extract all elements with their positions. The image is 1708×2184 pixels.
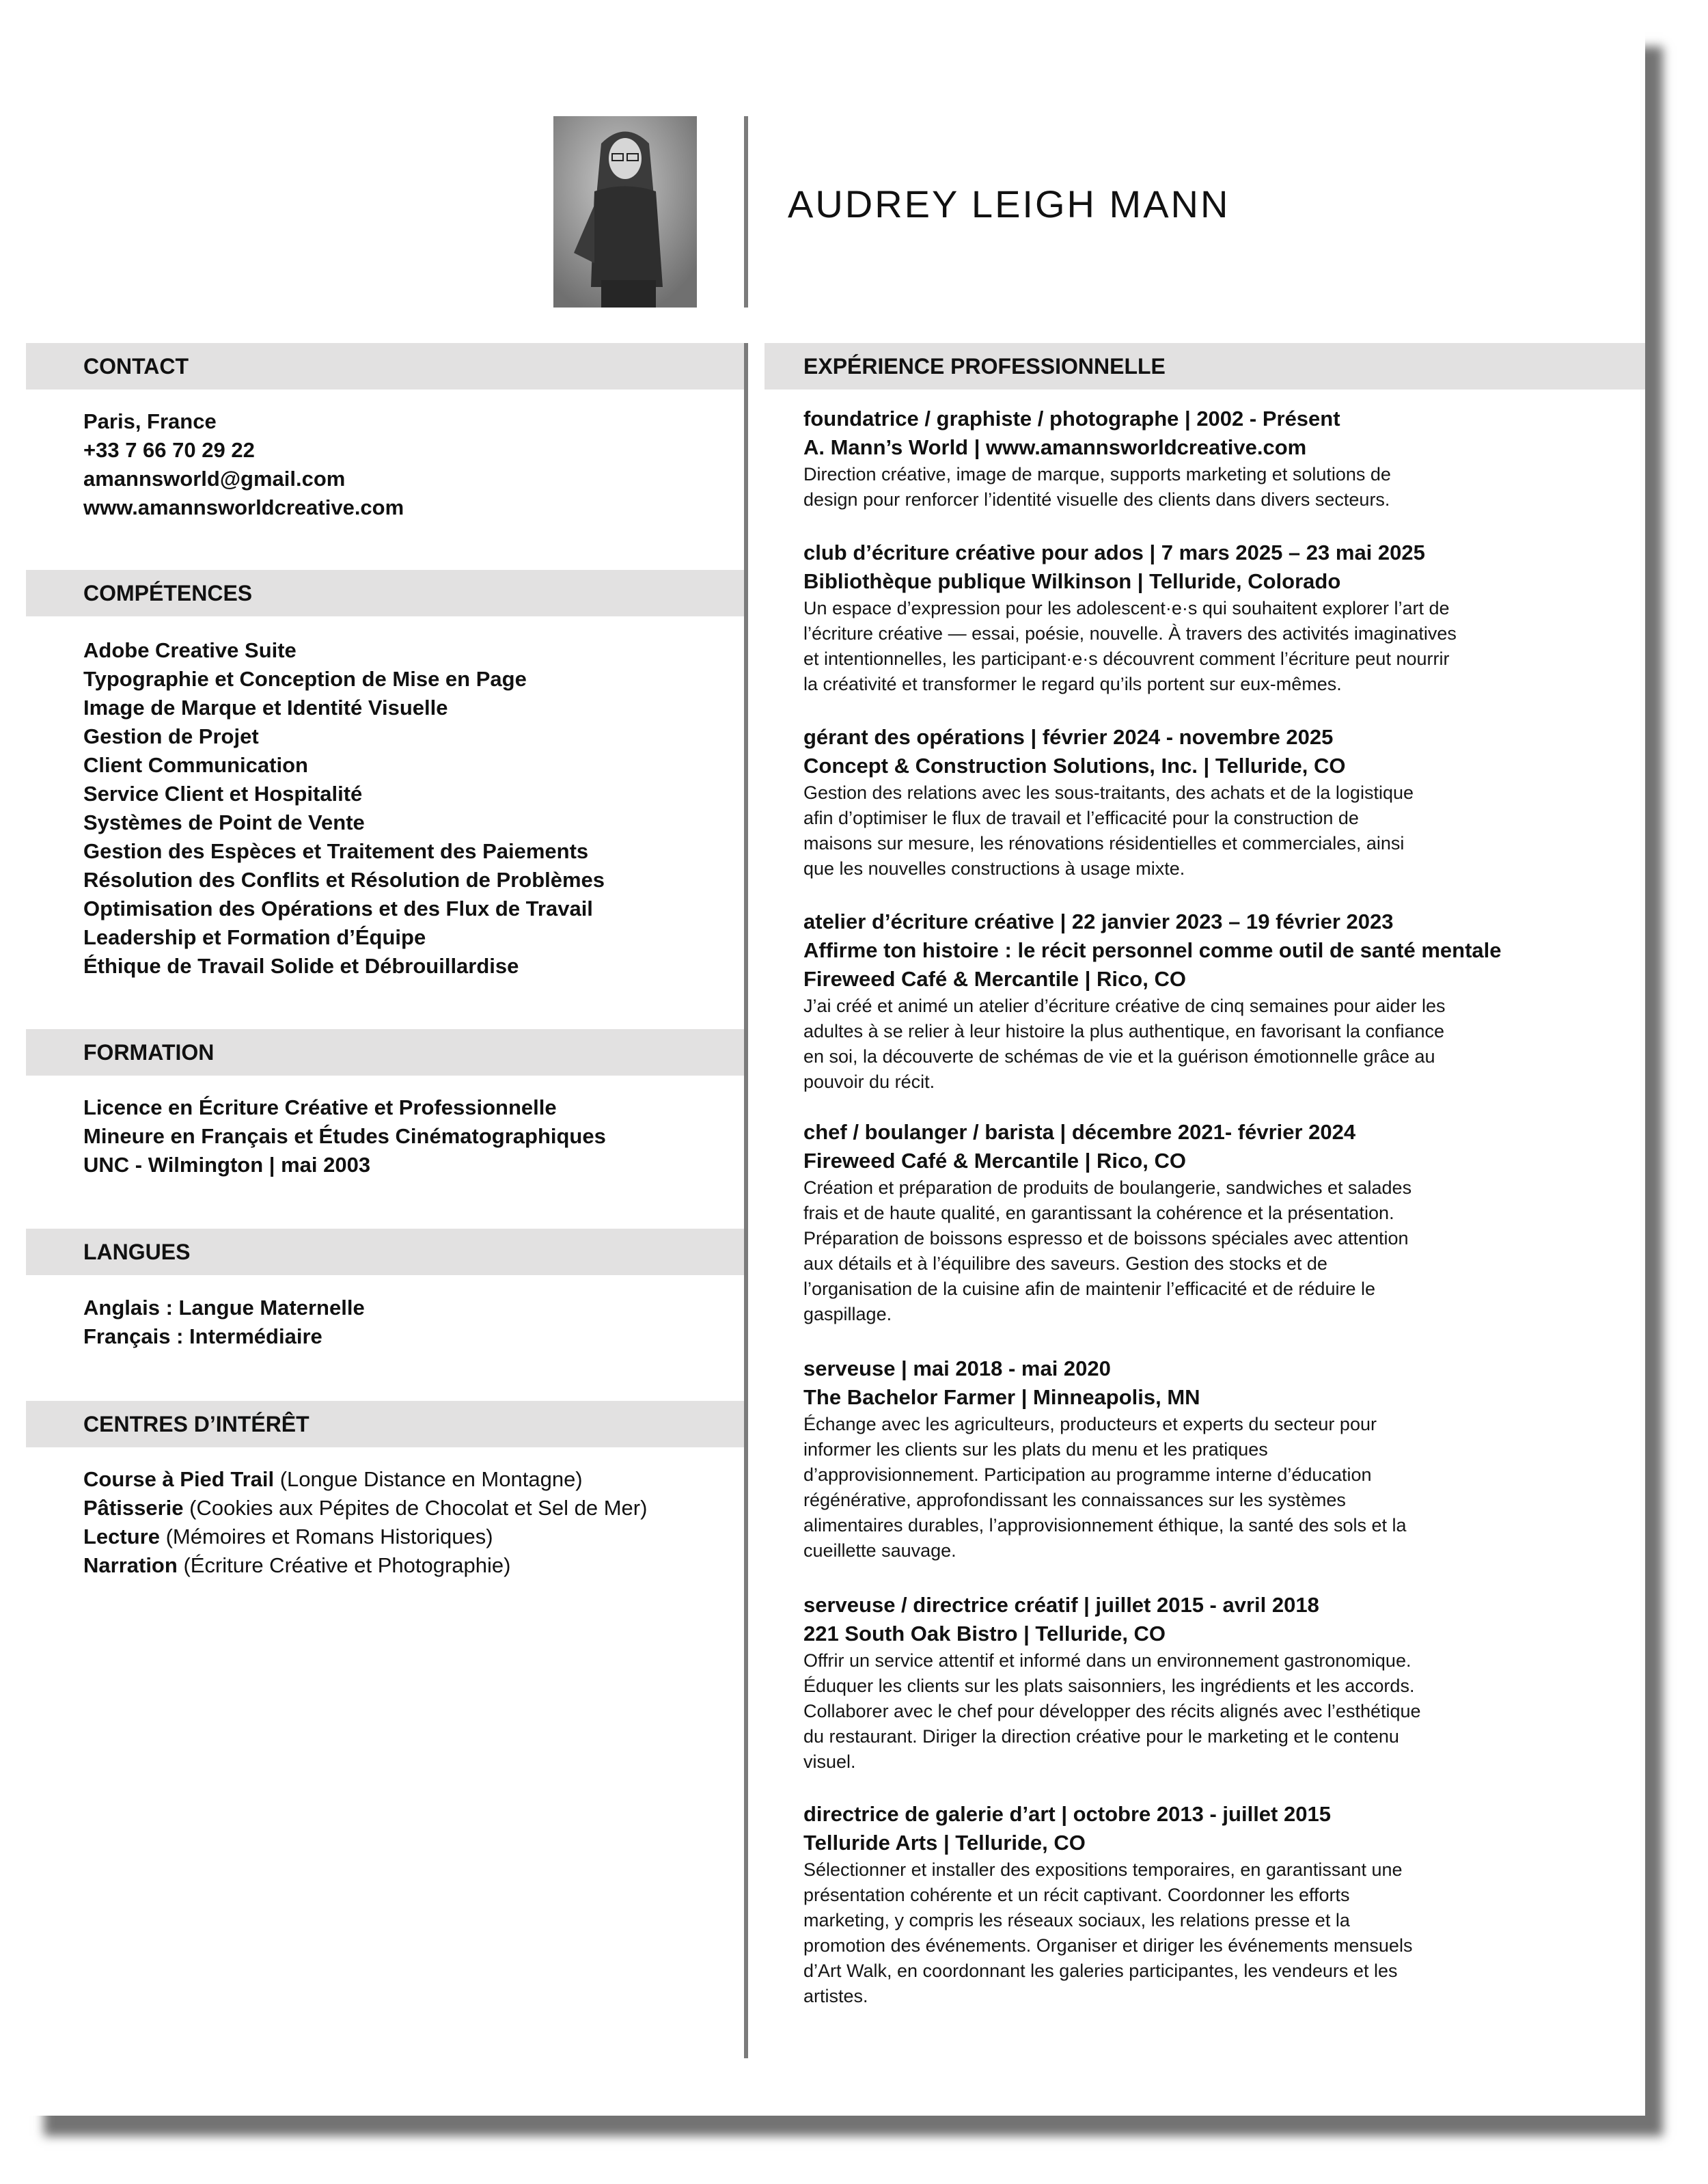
job-title: gérant des opérations | février 2024 - novembre 2025: [803, 725, 1334, 749]
interest-item: [83, 1494, 719, 1523]
language-item: Français : Intermédiaire: [83, 1324, 322, 1348]
job-employer: Fireweed Café & Mercantile | Rico, CO: [803, 967, 1186, 991]
profile-photo-figure: [553, 116, 697, 308]
skills-heading: COMPÉTENCES: [26, 570, 744, 616]
interest-detail: (Longue Distance en Montagne): [279, 1467, 583, 1491]
job-title: atelier d’écriture créative | 22 janvier 2023 – 19 février 2023: [803, 910, 1394, 933]
skill-item: Typographie et Conception de Mise en Page: [83, 667, 527, 691]
interest-detail: (Mémoires et Romans Historiques): [165, 1525, 493, 1548]
skill-item: Optimisation des Opérations et des Flux de Travail: [83, 897, 593, 920]
languages-section: [83, 1294, 719, 1351]
interest-detail: (Écriture Créative et Photographie): [183, 1553, 511, 1577]
language-item: Anglais : Langue Maternelle: [83, 1296, 365, 1320]
skill-item: Résolution des Conflits et Résolution de Problèmes: [83, 868, 605, 892]
contact-heading: CONTACT: [26, 343, 744, 390]
skills-section: [83, 636, 719, 981]
interest-name: Pâtisserie: [83, 1496, 184, 1520]
job-title: serveuse | mai 2018 - mai 2020: [803, 1356, 1111, 1380]
interest-item: [83, 1551, 719, 1580]
interests-heading: CENTRES D’INTÉRÊT: [26, 1401, 744, 1447]
job-title: club d’écriture créative pour ados | 7 mars 2025 – 23 mai 2025: [803, 541, 1425, 564]
job-subtitle: Affirme ton histoire : le récit personnel comme outil de santé mentale: [803, 938, 1502, 962]
languages-heading: LANGUES: [26, 1229, 744, 1275]
experience-heading: EXPÉRIENCE PROFESSIONNELLE: [765, 343, 1645, 390]
experience-entry: [803, 538, 1610, 697]
experience-entry: [803, 1118, 1610, 1327]
job-employer: Telluride Arts | Telluride, CO: [803, 1831, 1086, 1855]
profile-photo: [553, 116, 697, 308]
skill-item: Éthique de Travail Solide et Débrouillardise: [83, 954, 519, 978]
experience-entry: [803, 1800, 1610, 2009]
job-title: directrice de galerie d’art | octobre 2013 - juillet 2015: [803, 1802, 1331, 1826]
job-title: serveuse / directrice créatif | juillet 2015 - avril 2018: [803, 1593, 1319, 1617]
skill-item: Service Client et Hospitalité: [83, 782, 363, 806]
experience-entry: [803, 907, 1610, 1095]
job-description: Un espace d’expression pour les adolescent·e·s qui souhaitent explorer l’art de l’écriture créative — essai, poésie, nouvelle. À travers des activités imaginatives et intentionnelles, les participant·e·s découvrent comment l’écriture peut nourrir la créativité et transformer le regard qu’ils portent sur eux-mêmes.: [803, 598, 1457, 694]
job-description: Direction créative, image de marque, supports marketing et solutions de design pour renforcer l’identité visuelle des clients dans divers secteurs.: [803, 464, 1391, 510]
skill-item: Image de Marque et Identité Visuelle: [83, 696, 448, 720]
experience-entry: [803, 1591, 1610, 1775]
job-title: foundatrice / graphiste / photographe | 2002 - Présent: [803, 407, 1340, 431]
interest-item: [83, 1523, 719, 1551]
interests-section: [83, 1465, 719, 1580]
skill-item: Client Communication: [83, 753, 308, 777]
education-heading: FORMATION: [26, 1029, 744, 1076]
candidate-name: AUDREY LEIGH MANN: [788, 182, 1230, 226]
job-employer: The Bachelor Farmer | Minneapolis, MN: [803, 1385, 1200, 1409]
job-description: Offrir un service attentif et informé dans un environnement gastronomique. Éduquer les clients sur les plats saisonniers, les ingrédients et les accords. Collaborer avec le chef pour développer des récits alignés avec l’esthétique du restaurant. Diriger la direction créative pour le marketing et le contenu visuel.: [803, 1650, 1421, 1772]
contact-section: [83, 407, 719, 522]
skill-item: Gestion de Projet: [83, 724, 259, 748]
skill-item: Adobe Creative Suite: [83, 638, 297, 662]
experience-entry: [803, 405, 1610, 513]
interest-name: Narration: [83, 1553, 178, 1577]
contact-phone[interactable]: +33 7 66 70 29 22: [83, 438, 255, 462]
education-section: [83, 1093, 719, 1179]
skill-item: Systèmes de Point de Vente: [83, 810, 365, 834]
contact-location: Paris, France: [83, 409, 217, 433]
job-description: Création et préparation de produits de boulangerie, sandwiches et salades frais et de haute qualité, en garantissant la cohérence et la présentation. Préparation de boissons espresso et de boissons spéciales avec attention aux détails et à l’équilibre des saveurs. Gestion des stocks et de l’organisation de la cuisine afin de maintenir l’efficacité et de réduire le gaspillage.: [803, 1177, 1412, 1324]
education-school: UNC - Wilmington | mai 2003: [83, 1153, 371, 1177]
interest-name: Course à Pied Trail: [83, 1467, 275, 1491]
resume-page: [26, 26, 1645, 2116]
contact-website[interactable]: www.amannsworldcreative.com: [83, 495, 404, 519]
job-employer: Bibliothèque publique Wilkinson | Telluride, Colorado: [803, 569, 1341, 593]
skill-item: Gestion des Espèces et Traitement des Paiements: [83, 839, 589, 863]
job-description: Échange avec les agriculteurs, producteurs et experts du secteur pour informer les clients sur les plats du menu et les pratiques d’approvisionnement. Participation au programme interne d’éducation régénérative, approfondissant les connaissances sur les systèmes alimentaires durables, l’approvisionnement éthique, la santé des sols et la cueillette sauvage.: [803, 1414, 1407, 1561]
job-employer: Concept & Construction Solutions, Inc. | Telluride, CO: [803, 754, 1346, 778]
interest-detail: (Cookies aux Pépites de Chocolat et Sel de Mer): [189, 1496, 648, 1520]
experience-entry: [803, 1354, 1610, 1564]
interest-item: [83, 1465, 719, 1494]
column-divider: [744, 343, 748, 2058]
experience-entry: [803, 723, 1610, 882]
job-title: chef / boulanger / barista | décembre 2021- février 2024: [803, 1120, 1356, 1144]
education-degree: Licence en Écriture Créative et Professionnelle: [83, 1095, 557, 1119]
header-divider: [744, 116, 748, 308]
job-employer: A. Mann’s World | www.amannsworldcreative.com: [803, 435, 1307, 459]
job-employer: 221 South Oak Bistro | Telluride, CO: [803, 1622, 1166, 1646]
education-minor: Mineure en Français et Études Cinématographiques: [83, 1124, 606, 1148]
contact-email[interactable]: amannsworld@gmail.com: [83, 467, 346, 491]
job-employer: Fireweed Café & Mercantile | Rico, CO: [803, 1149, 1186, 1173]
job-description: Sélectionner et installer des expositions temporaires, en garantissant une présentation cohérente et un récit captivant. Coordonner les efforts marketing, y compris les réseaux sociaux, les relations presse et la promotion des événements. Organiser et diriger les événements mensuels d’Art Walk, en coordonnant les galeries participantes, les vendeurs et les artistes.: [803, 1859, 1413, 2006]
job-description: J’ai créé et animé un atelier d’écriture créative de cinq semaines pour aider les adultes à se relier à leur histoire la plus authentique, en favorisant la confiance en soi, la découverte de schémas de vie et la guérison émotionnelle grâce au pouvoir du récit.: [803, 996, 1446, 1092]
interest-name: Lecture: [83, 1525, 160, 1548]
skill-item: Leadership et Formation d’Équipe: [83, 925, 426, 949]
job-description: Gestion des relations avec les sous-traitants, des achats et de la logistique afin d’optimiser le flux de travail et l’efficacité pour la construction de maisons sur mesure, les rénovations résidentielles et commerciales, ainsi que les nouvelles constructions à usage mixte.: [803, 782, 1414, 879]
